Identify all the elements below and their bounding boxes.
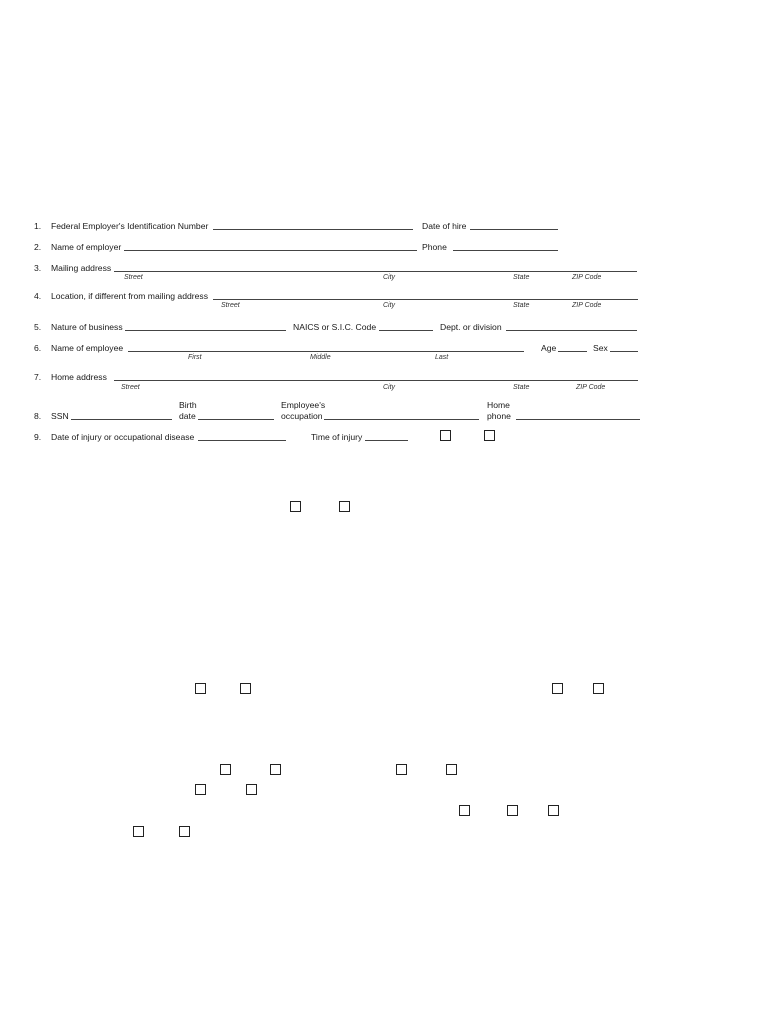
home-address-label: Home address: [51, 372, 107, 382]
item-number-9: 9.: [34, 432, 42, 442]
question-e-yes-checkbox[interactable]: [195, 784, 206, 795]
employer-name-label: Name of employer: [51, 242, 122, 252]
occupation-label-top: Employee's: [281, 400, 326, 410]
birth-date-field[interactable]: [198, 419, 274, 420]
item-number-5: 5.: [34, 322, 42, 332]
question-d-yes-checkbox[interactable]: [396, 764, 407, 775]
sex-label: Sex: [593, 343, 608, 353]
home-phone-field[interactable]: [516, 419, 640, 420]
question-g-no-checkbox[interactable]: [179, 826, 190, 837]
question-a-yes-checkbox[interactable]: [195, 683, 206, 694]
am-checkbox[interactable]: [440, 430, 451, 441]
employee-name-label: Name of employee: [51, 343, 124, 353]
nature-of-business-field[interactable]: [125, 330, 286, 331]
item-number-7: 7.: [34, 372, 42, 382]
date-of-hire-field[interactable]: [470, 229, 558, 230]
location-state-caption: State: [513, 302, 530, 309]
mailing-address-label: Mailing address: [51, 263, 112, 273]
home-street-caption: Street: [121, 384, 140, 391]
phone-label: Phone: [422, 242, 447, 252]
question-g-yes-checkbox[interactable]: [133, 826, 144, 837]
question-c-no-checkbox[interactable]: [270, 764, 281, 775]
item-number-1: 1.: [34, 221, 42, 231]
question-f-option3-checkbox[interactable]: [548, 805, 559, 816]
item-number-4: 4.: [34, 291, 42, 301]
employee-middle-caption: Middle: [310, 354, 331, 361]
sex-field[interactable]: [610, 351, 638, 352]
employee-first-caption: First: [188, 354, 202, 361]
home-zip-caption: ZIP Code: [576, 384, 606, 391]
question-a-no-checkbox[interactable]: [240, 683, 251, 694]
employee-name-field[interactable]: [128, 351, 524, 352]
birth-date-label-bottom: date: [179, 411, 196, 421]
home-phone-label-bottom: phone: [487, 411, 511, 421]
time-of-injury-label: Time of injury: [311, 432, 363, 442]
mailing-city-caption: City: [383, 274, 396, 281]
location-label: Location, if different from mailing address: [51, 291, 208, 301]
home-state-caption: State: [513, 384, 530, 391]
home-city-caption: City: [383, 384, 396, 391]
mailing-address-field[interactable]: [114, 271, 637, 272]
nature-of-business-label: Nature of business: [51, 322, 123, 332]
question-b-no-checkbox[interactable]: [593, 683, 604, 694]
mailing-street-caption: Street: [124, 274, 143, 281]
time-of-injury-field[interactable]: [365, 440, 408, 441]
question-10-no-checkbox[interactable]: [339, 501, 350, 512]
phone-field[interactable]: [453, 250, 558, 251]
location-zip-caption: ZIP Code: [572, 302, 602, 309]
question-f-option2-checkbox[interactable]: [507, 805, 518, 816]
injury-date-field[interactable]: [198, 440, 286, 441]
dept-division-field[interactable]: [506, 330, 637, 331]
pm-checkbox[interactable]: [484, 430, 495, 441]
ssn-field[interactable]: [71, 419, 172, 420]
item-number-8: 8.: [34, 411, 42, 421]
home-address-field[interactable]: [114, 380, 638, 381]
age-label: Age: [541, 343, 557, 353]
fein-label: Federal Employer's Identification Number: [51, 221, 209, 231]
naics-code-field[interactable]: [379, 330, 433, 331]
item-number-6: 6.: [34, 343, 42, 353]
fein-field[interactable]: [213, 229, 413, 230]
location-city-caption: City: [383, 302, 396, 309]
employer-name-field[interactable]: [124, 250, 417, 251]
question-d-no-checkbox[interactable]: [446, 764, 457, 775]
location-field[interactable]: [213, 299, 638, 300]
question-c-yes-checkbox[interactable]: [220, 764, 231, 775]
location-street-caption: Street: [221, 302, 240, 309]
item-number-2: 2.: [34, 242, 42, 252]
ssn-label: SSN: [51, 411, 69, 421]
mailing-state-caption: State: [513, 274, 530, 281]
home-phone-label-top: Home: [487, 400, 510, 410]
question-b-yes-checkbox[interactable]: [552, 683, 563, 694]
birth-date-label-top: Birth: [179, 400, 197, 410]
dept-division-label: Dept. or division: [440, 322, 502, 332]
date-of-hire-label: Date of hire: [422, 221, 467, 231]
injury-date-label: Date of injury or occupational disease: [51, 432, 195, 442]
question-10-yes-checkbox[interactable]: [290, 501, 301, 512]
mailing-zip-caption: ZIP Code: [572, 274, 602, 281]
naics-code-label: NAICS or S.I.C. Code: [293, 322, 377, 332]
occupation-label-bottom: occupation: [281, 411, 323, 421]
occupation-field[interactable]: [324, 419, 479, 420]
employee-last-caption: Last: [435, 354, 449, 361]
age-field[interactable]: [558, 351, 587, 352]
question-f-option1-checkbox[interactable]: [459, 805, 470, 816]
item-number-3: 3.: [34, 263, 42, 273]
question-e-no-checkbox[interactable]: [246, 784, 257, 795]
